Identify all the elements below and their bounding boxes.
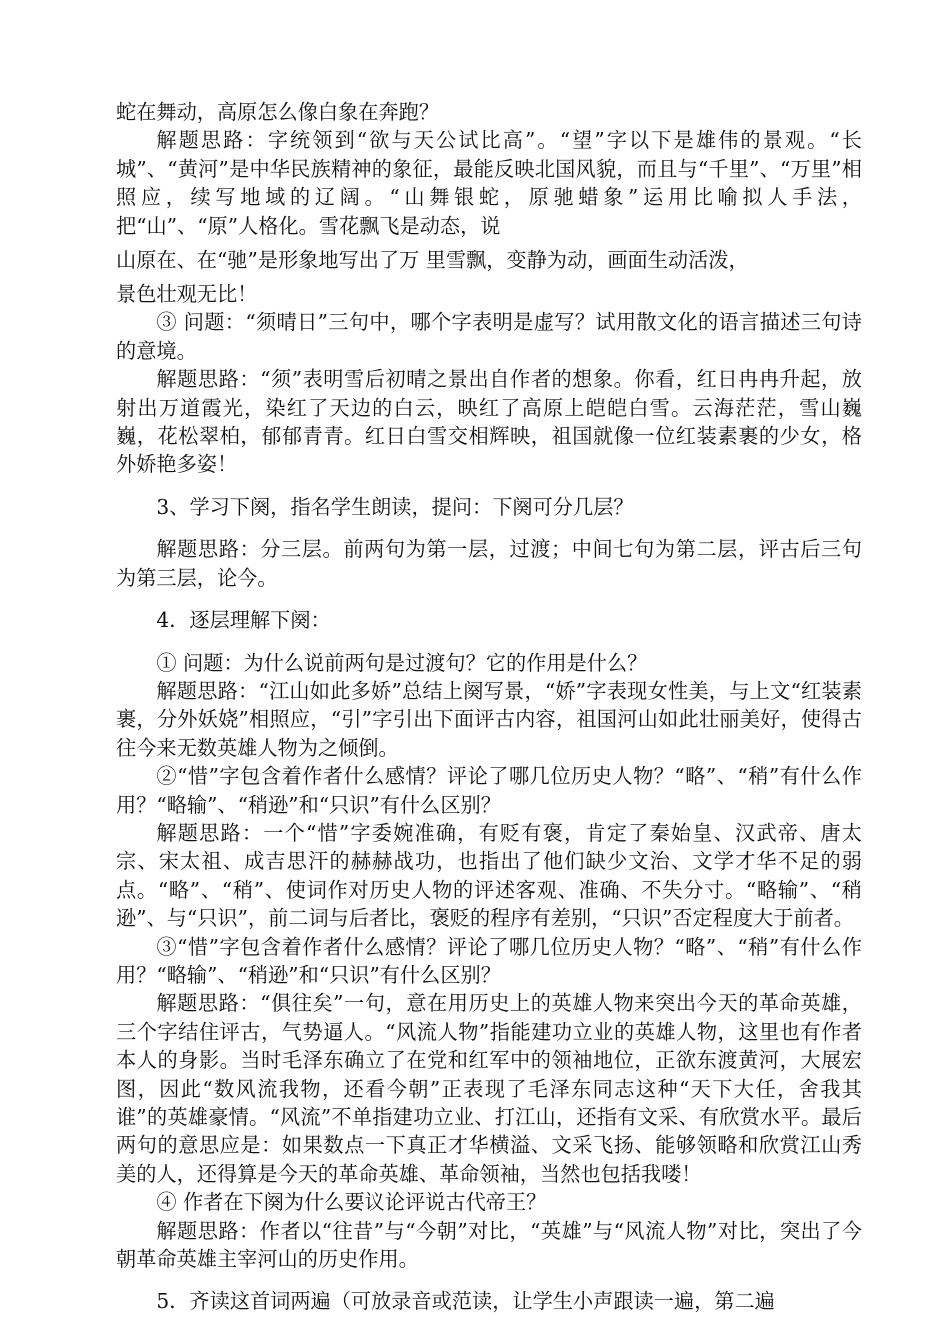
- paragraph-7: 3、学习下阕，指名学生朗读，提问：下阕可分几层？: [156, 494, 634, 519]
- paragraph-16: ④ 作者在下阕为什么要议论评说古代帝王？: [156, 1190, 547, 1215]
- paragraph-14: ③“惜”字包含着作者什么感情？评论了哪几位历史人物？“略”、“稍”有什么作用？“略输”、“稍逊”和“只识”有什么区别？: [116, 934, 862, 987]
- paragraph-9: 4．逐层理解下阕：: [156, 608, 331, 633]
- paragraph-17: 解题思路：作者以“往昔”与“今朝”对比，“英雄”与“风流人物”对比，突出了今朝革命英雄主宰河山的历史作用。: [116, 1218, 862, 1272]
- paragraph-8: 解题思路：分三层。前两句为第一层，过渡；中间七句为第二层，评古后三句为第三层，论今。: [116, 537, 862, 590]
- paragraph-6: 解题思路：“须”表明雪后初晴之景出自作者的想象。你看，红日冉冉升起，放射出万道霞光，染红了天边的白云，映红了高原上皑皑白雪。云海茫茫，雪山巍巍，花松翠柏，郁郁青青。红日白雪交相辉映，祖国就像一位红装素裹的少女，格外娇艳多姿！: [116, 367, 862, 477]
- paragraph-11: 解题思路：“江山如此多娇”总结上阕写景，“娇”字表现女性美，与上文“红装素裹，分外妖娆”相照应，“引”字引出下面评古内容，祖国河山如此壮丽美好，使得古往今来无数英雄人物为之倾倒。: [116, 678, 862, 760]
- paragraph-5: ③ 问题：“须晴日”三句中，哪个字表明是虚写？试用散文化的语言描述三句诗的意境。: [116, 310, 862, 363]
- paragraph-2: 解题思路：字统领到“欲与天公试比高”。“望”字以下是雄伟的景观。“长城”、“黄河”是中华民族精神的象征，最能反映北国风貌，而且与“千里”、“万里”相照应，续写地域的辽阔。“山舞银蛇，原驰蜡象”运用比喻拟人手法，把“山”、“原”人格化。雪花飘飞是动态，说: [116, 128, 862, 238]
- paragraph-18: 5．齐读这首词两遍（可放录音或范读，让学生小声跟读一遍，第二遍: [156, 1289, 775, 1314]
- paragraph-1: 蛇在舞动，高原怎么像白象在奔跑？: [116, 100, 440, 124]
- paragraph-10: ① 问题：为什么说前两句是过渡句？它的作用是什么？: [156, 650, 648, 675]
- document-page: [116, 98, 862, 1316]
- paragraph-13: 解题思路：一个“惜”字委婉准确，有贬有褒，肯定了秦始皇、汉武帝、唐太宗、宋太祖、成吉思汗的赫赫战功，也指出了他们缺少文治、文学才华不足的弱点。“略”、“稍”、使词作对历史人物的评述客观、准确、不失分寸。“略输”、“稍逊”、与“只识”，前二词与后者比，褒贬的程序有差别，“只识”否定程度大于前者。: [116, 820, 862, 931]
- paragraph-4: 景色壮观无比！: [116, 282, 258, 307]
- paragraph-12: ②“惜”字包含着作者什么感情？评论了哪几位历史人物？“略”、“稍”有什么作用？“略输”、“稍逊”和“只识”有什么区别？: [116, 764, 862, 817]
- paragraph-15: 解题思路：“俱往矣”一句，意在用历史上的英雄人物来突出今天的革命英雄，三个字结住评古，气势逼人。“风流人物”指能建功立业的英雄人物，这里也有作者本人的身影。当时毛泽东确立了在党和红军中的领袖地位，正欲东渡黄河，大展宏图，因此“数风流我物，还看今朝”正表现了毛泽东同志这种“天下大任，舍我其谁”的英雄豪情。“风流”不单指建功立业、打江山，还指有文采、有欣赏水平。最后两句的意思应是：如果数点一下真正才华横溢、文采飞扬、能够领略和欣赏江山秀美的人，还得算是今天的革命英雄、革命领袖，当然也包括我喽！: [116, 991, 862, 1186]
- paragraph-3: 山原在、在“驰”是形象地写出了万 里雪飘，变静为动，画面生动活泼，: [116, 248, 749, 273]
